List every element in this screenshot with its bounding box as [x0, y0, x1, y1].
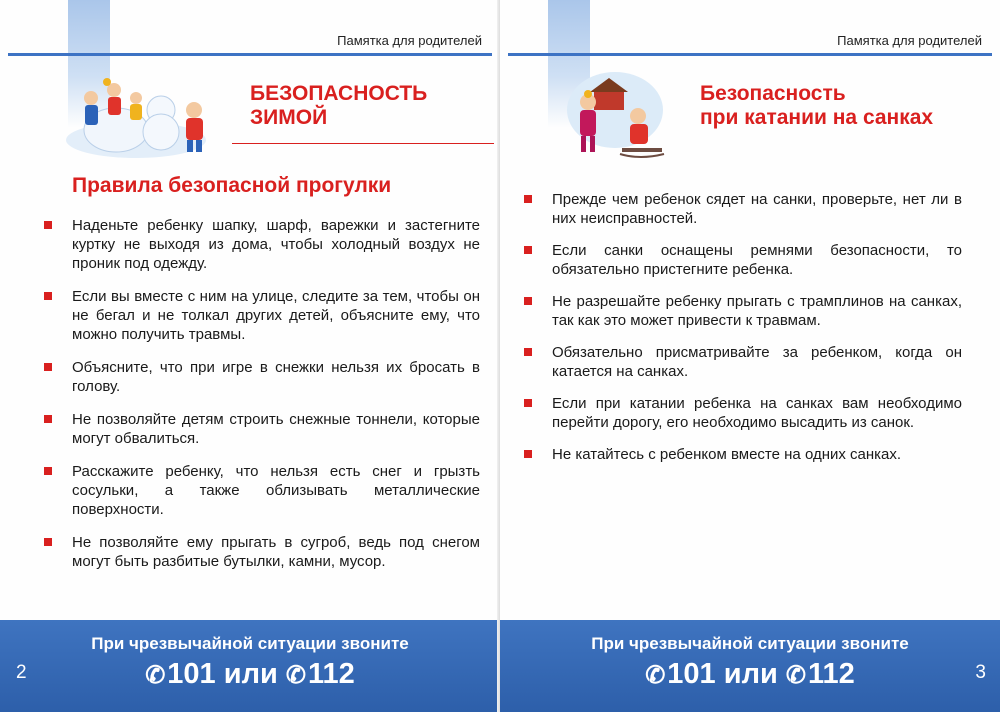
list-item: [40, 287, 480, 344]
right-header-line: [508, 53, 992, 56]
left-header-text: Памятка для родителей: [337, 33, 482, 48]
list-item: [40, 358, 480, 396]
left-page-title: [250, 82, 480, 130]
bullet-icon: [44, 292, 52, 300]
emergency-number-101: 101: [167, 658, 216, 690]
phone-or-text: или: [223, 658, 278, 690]
bullet-icon: [524, 399, 532, 407]
right-page-title: [700, 82, 990, 130]
left-footer-text: При чрезвычайной ситуации звоните: [91, 634, 409, 653]
bullet-icon: [524, 297, 532, 305]
bullet-icon: [524, 348, 532, 356]
right-emergency-phones: [500, 658, 1000, 691]
left-footer: [0, 620, 500, 712]
right-page-number: 3: [975, 662, 986, 683]
list-item-text: Не разрешайте ребенку прыгать с трамплинов на санках, так как это может привести к травмам.: [552, 293, 962, 329]
bullet-icon: [524, 450, 532, 458]
list-item-text: Объясните, что при игре в снежки нельзя их бросать в голову.: [72, 359, 480, 395]
list-item-text: Не катайтесь с ребенком вместе на одних санках.: [552, 446, 902, 463]
list-item-text: Не позволяйте ему прыгать в сугроб, ведь под снегом могут быть разбитые бутылки, камни, мусор.: [72, 534, 480, 570]
list-item-text: Обязательно присматривайте за ребенком, когда он катается на санках.: [552, 344, 962, 380]
list-item-text: Если санки оснащены ремнями безопасности, то обязательно пристегните ребенка.: [552, 242, 962, 278]
list-item: [520, 394, 962, 432]
left-page-number: 2: [16, 662, 27, 683]
bullet-icon: [44, 221, 52, 229]
list-item: [40, 216, 480, 273]
right-title-line2: при катании на санках: [700, 106, 934, 129]
bullet-icon: [44, 538, 52, 546]
phone-or-text: или: [723, 658, 778, 690]
phone-handset-icon: ✆: [285, 662, 306, 689]
bullet-icon: [524, 195, 532, 203]
list-item-text: Не позволяйте детям строить снежные тоннели, которые могут обвалиться.: [72, 411, 480, 447]
left-title-rule: [232, 143, 494, 144]
right-footer-text: При чрезвычайной ситуации звоните: [591, 634, 909, 653]
right-header-text: Памятка для родителей: [837, 33, 982, 48]
phone-handset-icon: ✆: [645, 662, 666, 689]
list-item: [40, 410, 480, 448]
right-rules-list: [520, 190, 962, 477]
left-emergency-phones: [0, 658, 500, 691]
right-footer: [500, 620, 1000, 712]
list-item: [520, 190, 962, 228]
left-title-line2: ЗИМОЙ: [250, 106, 328, 129]
list-item: [40, 533, 480, 571]
right-title-line1: Безопасность: [700, 82, 846, 105]
left-header-line: [8, 53, 492, 56]
phone-handset-icon: ✆: [785, 662, 806, 689]
emergency-number-101: 101: [667, 658, 716, 690]
list-item-text: Прежде чем ребенок сядет на санки, проверьте, нет ли в них неисправностей.: [552, 191, 962, 227]
list-item-text: Если вы вместе с ним на улице, следите за тем, чтобы он не бегал и не толкал других детей, объясните ему, что можно получить травмы.: [72, 288, 480, 343]
bullet-icon: [44, 415, 52, 423]
list-item-text: Расскажите ребенку, что нельзя есть снег и грызть сосульки, а также облизывать металлические поверхности.: [72, 463, 480, 518]
list-item-text: Наденьте ребенку шапку, шарф, варежки и застегните куртку не выходя из дома, чтобы холодный воздух не проник под одежду.: [72, 217, 480, 272]
phone-handset-icon: ✆: [145, 662, 166, 689]
list-item: [520, 445, 962, 464]
emergency-number-112: 112: [308, 658, 355, 690]
emergency-number-112: 112: [808, 658, 855, 690]
list-item: [40, 462, 480, 519]
left-subtitle: Правила безопасной прогулки: [72, 174, 392, 197]
children-snowman-illustration: [66, 70, 216, 160]
left-title-line1: БЕЗОПАСНОСТЬ: [250, 82, 428, 105]
bullet-icon: [44, 467, 52, 475]
list-item: [520, 241, 962, 279]
list-item: [520, 292, 962, 330]
bullet-icon: [524, 246, 532, 254]
children-sled-illustration: [560, 70, 670, 165]
list-item: [520, 343, 962, 381]
list-item-text: Если при катании ребенка на санках вам необходимо перейти дорогу, его необходимо высадить из санок.: [552, 395, 962, 431]
left-rules-list: [40, 216, 480, 585]
bullet-icon: [44, 363, 52, 371]
